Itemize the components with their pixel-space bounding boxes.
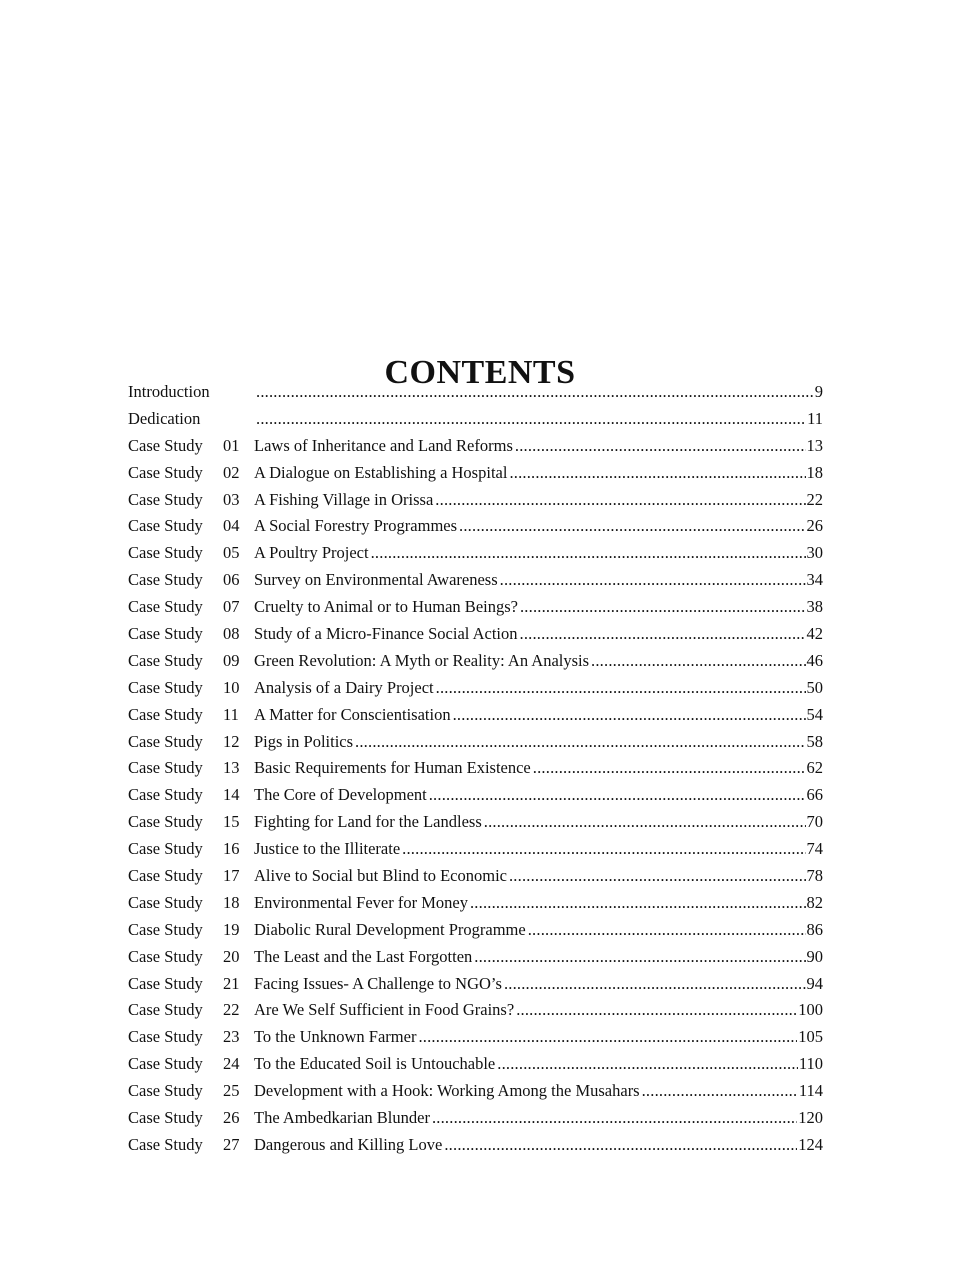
- toc-entry: [128, 836, 823, 863]
- toc-entry-number: 17: [223, 866, 240, 886]
- toc-entry-number: 23: [223, 1027, 240, 1047]
- toc-entry: [128, 809, 823, 836]
- toc-entry: [128, 971, 823, 998]
- toc-entry-label-text: Case Study: [128, 489, 203, 509]
- dot-leader: [515, 433, 806, 460]
- toc-entry-number: 06: [223, 570, 240, 590]
- toc-entry-page: 50: [806, 677, 823, 697]
- toc-entry-title: Are We Self Sufficient in Food Grains?: [254, 1000, 515, 1020]
- toc-entry-page: 94: [806, 973, 823, 993]
- toc-entry-title: Dangerous and Killing Love: [254, 1134, 443, 1154]
- toc-entry-number: [223, 406, 254, 433]
- toc-entry-label-text: Case Study: [128, 758, 203, 778]
- toc-entry-label-text: Case Study: [128, 435, 203, 455]
- toc-entry-page: 9: [814, 382, 823, 401]
- toc-entry-label-text: Case Study: [128, 892, 203, 912]
- toc-entry-page: 70: [806, 812, 823, 832]
- toc-entry: [128, 513, 823, 540]
- toc-entry-number: 18: [223, 892, 240, 912]
- toc-entry: [128, 648, 823, 675]
- toc-entry-label: [128, 917, 254, 944]
- toc-entry: [128, 944, 823, 971]
- toc-entry-label: [128, 567, 254, 594]
- toc-entry-label: [128, 594, 254, 621]
- toc-entry-label: [128, 433, 254, 460]
- toc-entry-page: 124: [798, 1134, 823, 1154]
- toc-entry-label-text: Case Study: [128, 462, 203, 482]
- toc-entry: [128, 487, 823, 514]
- toc-entry-label-text: Dedication: [128, 408, 201, 428]
- dot-leader: [591, 648, 805, 675]
- toc-entry-page: 18: [806, 462, 823, 482]
- toc-entry-label: [128, 1051, 254, 1078]
- toc-entry-title: Development with a Hook: Working Among the Musahars: [254, 1081, 640, 1101]
- toc-entry-label: [128, 863, 254, 890]
- toc-entry-title: Environmental Fever for Money: [254, 892, 468, 912]
- toc-entry-label-text: Case Study: [128, 1081, 203, 1101]
- toc-entry-number: 10: [223, 677, 240, 697]
- toc-entry-number: 04: [223, 516, 240, 536]
- toc-entry-page: 62: [806, 758, 823, 778]
- dot-leader: [418, 1024, 797, 1051]
- toc-entry-title: A Fishing Village in Orissa: [254, 489, 434, 509]
- toc-entry-label-text: Case Study: [128, 812, 203, 832]
- toc-entry-page: 66: [806, 785, 823, 805]
- toc-entry-title: Green Revolution: A Myth or Reality: An Analysis: [254, 650, 590, 670]
- toc-entry-title: A Poultry Project: [254, 543, 369, 563]
- toc-entry-page: 74: [806, 839, 823, 859]
- toc-entry: [128, 594, 823, 621]
- toc-entry-number: 20: [223, 946, 240, 966]
- toc-entry-page: 34: [806, 570, 823, 590]
- toc-entry-label-text: Case Study: [128, 570, 203, 590]
- page-title: CONTENTS: [384, 353, 576, 391]
- toc-entry-title: Study of a Micro-Finance Social Action: [254, 624, 518, 644]
- dot-leader: [459, 513, 805, 540]
- toc-entry-label-text: Case Study: [128, 919, 203, 939]
- toc-entry-title: Cruelty to Animal or to Human Beings?: [254, 597, 518, 617]
- toc-entry-label: [128, 1105, 254, 1132]
- toc-entry-label-text: Case Study: [128, 704, 203, 724]
- toc-entry-label-text: Case Study: [128, 866, 203, 886]
- toc-entry-page: 54: [806, 704, 823, 724]
- dot-leader: [520, 621, 806, 648]
- toc-entry: [128, 1078, 823, 1105]
- toc-entry-label: [128, 755, 254, 782]
- toc-entry-label: [128, 944, 254, 971]
- toc-entry-page: 120: [798, 1108, 823, 1128]
- dot-leader: [256, 406, 806, 433]
- dot-leader: [497, 1051, 798, 1078]
- toc-entry-number: 19: [223, 919, 240, 939]
- toc-entry: [128, 729, 823, 756]
- toc-entry-page: 100: [798, 1000, 823, 1020]
- dot-leader: [436, 675, 806, 702]
- toc-entry-label: [128, 1132, 254, 1159]
- toc-entry: [128, 1132, 823, 1159]
- toc-entry-label: [128, 702, 254, 729]
- toc-entry-label: [128, 406, 254, 433]
- dot-leader: [474, 944, 805, 971]
- toc-entry-title: The Core of Development: [254, 785, 427, 805]
- dot-leader: [520, 594, 806, 621]
- toc-entry: [128, 621, 823, 648]
- dot-leader: [432, 1105, 797, 1132]
- toc-entry: [128, 890, 823, 917]
- toc-entry-number: 02: [223, 462, 240, 482]
- toc-entry: [128, 567, 823, 594]
- toc-entry-label-text: Case Study: [128, 650, 203, 670]
- toc-entry-number: 01: [223, 435, 240, 455]
- toc-entry-page: 58: [806, 731, 823, 751]
- toc-entry-label: [128, 460, 254, 487]
- toc-entry: [128, 917, 823, 944]
- dot-leader: [504, 971, 806, 998]
- toc-entry-label: [128, 648, 254, 675]
- toc-entry-page: 114: [798, 1081, 823, 1101]
- dot-leader: [533, 755, 806, 782]
- toc-entry-number: 26: [223, 1108, 240, 1128]
- dot-leader: [429, 782, 806, 809]
- toc-entry-page: 78: [806, 866, 823, 886]
- toc-entry-label: [128, 379, 254, 406]
- toc-entry-label-text: Case Study: [128, 624, 203, 644]
- toc-entry-page: 13: [806, 435, 823, 455]
- toc-entry-number: [223, 379, 254, 406]
- toc-entry-label-text: Case Study: [128, 973, 203, 993]
- toc-entry-page: 46: [806, 650, 823, 670]
- toc-entry-label: [128, 621, 254, 648]
- toc-entry-label-text: Case Study: [128, 1134, 203, 1154]
- dot-leader: [516, 997, 797, 1024]
- toc-entry: [128, 863, 823, 890]
- toc-entry-title: A Matter for Conscientisation: [254, 704, 451, 724]
- toc-entry-page: 105: [798, 1027, 823, 1047]
- toc-entry-number: 16: [223, 839, 240, 859]
- toc-entry-label-text: Case Study: [128, 946, 203, 966]
- toc-entry-title: A Dialogue on Establishing a Hospital: [254, 462, 508, 482]
- toc-entry-page: 42: [806, 624, 823, 644]
- toc-entry-page: 30: [806, 543, 823, 563]
- toc-entry-title: Diabolic Rural Development Programme: [254, 919, 526, 939]
- toc-entry-title: Facing Issues- A Challenge to NGO’s: [254, 973, 502, 993]
- dot-leader: [528, 917, 806, 944]
- toc-entry-label: [128, 836, 254, 863]
- toc-entry-label-text: Case Study: [128, 597, 203, 617]
- dot-leader: [484, 809, 806, 836]
- toc-entry-number: 12: [223, 731, 240, 751]
- toc-entry-label: [128, 890, 254, 917]
- toc-entry-label-text: Case Study: [128, 1108, 203, 1128]
- toc-entry: [128, 379, 823, 406]
- toc-entry: [128, 540, 823, 567]
- toc-entry: [128, 675, 823, 702]
- toc-entry: [128, 997, 823, 1024]
- toc-entry-number: 03: [223, 489, 240, 509]
- toc-entry-number: 13: [223, 758, 240, 778]
- toc-entry-label: [128, 782, 254, 809]
- toc-entry-title: To the Educated Soil is Untouchable: [254, 1054, 496, 1074]
- dot-leader: [256, 379, 814, 406]
- toc-entry-title: Justice to the Illiterate: [254, 839, 401, 859]
- toc-entry-label: [128, 540, 254, 567]
- toc-entry: [128, 1051, 823, 1078]
- toc-entry: [128, 460, 823, 487]
- toc-entry: [128, 1105, 823, 1132]
- dot-leader: [453, 702, 806, 729]
- toc-entry-number: 07: [223, 597, 240, 617]
- toc-entry-number: 14: [223, 785, 240, 805]
- toc-entry-label-text: Case Study: [128, 516, 203, 536]
- toc-entry-page: 26: [806, 516, 823, 536]
- toc-entry-title: Fighting for Land for the Landless: [254, 812, 482, 832]
- toc-entry-title: A Social Forestry Programmes: [254, 516, 458, 536]
- toc-entry-label: [128, 729, 254, 756]
- toc-entry: [128, 755, 823, 782]
- toc-entry-title: The Ambedkarian Blunder: [254, 1108, 430, 1128]
- toc-entry-title: Pigs in Politics: [254, 731, 354, 751]
- toc-entry-label-text: Case Study: [128, 677, 203, 697]
- toc-entry: [128, 1024, 823, 1051]
- toc-entry-page: 22: [806, 489, 823, 509]
- toc-entry-label: [128, 1078, 254, 1105]
- toc-entry-title: To the Unknown Farmer: [254, 1027, 417, 1047]
- toc-entry-title: The Least and the Last Forgotten: [254, 946, 473, 966]
- toc-entry-label: [128, 997, 254, 1024]
- toc-entry-title: Analysis of a Dairy Project: [254, 677, 434, 697]
- toc-entry-label-text: Case Study: [128, 1054, 203, 1074]
- toc-entry: [128, 433, 823, 460]
- dot-leader: [402, 836, 805, 863]
- toc-entry-page: 11: [807, 408, 823, 428]
- toc-entry: [128, 702, 823, 729]
- dot-leader: [435, 487, 805, 514]
- toc-entry-number: 15: [223, 812, 240, 832]
- dot-leader: [355, 729, 805, 756]
- toc-entry-label: [128, 675, 254, 702]
- toc-entry-page: 110: [798, 1054, 823, 1074]
- toc-entry-number: 24: [223, 1054, 240, 1074]
- toc-entry-number: 08: [223, 624, 240, 644]
- toc-entry-title: Laws of Inheritance and Land Reforms: [254, 435, 513, 455]
- toc-entry-number: 09: [223, 650, 240, 670]
- toc-entry-label-text: Introduction: [128, 382, 210, 401]
- toc-entry-label-text: Case Study: [128, 839, 203, 859]
- toc-entry-label: [128, 1024, 254, 1051]
- toc-entry-label-text: Case Study: [128, 1027, 203, 1047]
- toc-entry-label: [128, 487, 254, 514]
- toc-entry-number: 21: [223, 973, 240, 993]
- toc-entry-label-text: Case Study: [128, 731, 203, 751]
- toc-entry-label-text: Case Study: [128, 785, 203, 805]
- table-of-contents: [128, 379, 823, 1159]
- toc-entry-number: 22: [223, 1000, 240, 1020]
- toc-entry-number: 05: [223, 543, 240, 563]
- toc-entry-label: [128, 513, 254, 540]
- toc-entry-label-text: Case Study: [128, 1000, 203, 1020]
- toc-entry-title: Basic Requirements for Human Existence: [254, 758, 531, 778]
- dot-leader: [500, 567, 806, 594]
- dot-leader: [642, 1078, 798, 1105]
- toc-entry-number: 27: [223, 1134, 240, 1154]
- toc-entry-title: Alive to Social but Blind to Economic: [254, 866, 507, 886]
- dot-leader: [509, 863, 806, 890]
- toc-entry-page: 90: [806, 946, 823, 966]
- dot-leader: [509, 460, 805, 487]
- toc-entry-label: [128, 809, 254, 836]
- toc-entry-page: 86: [806, 919, 823, 939]
- toc-entry-label-text: Case Study: [128, 543, 203, 563]
- toc-entry-page: 82: [806, 892, 823, 912]
- toc-entry-number: 11: [223, 704, 239, 724]
- toc-entry-label: [128, 971, 254, 998]
- dot-leader: [371, 540, 806, 567]
- dot-leader: [470, 890, 806, 917]
- toc-entry: [128, 406, 823, 433]
- toc-entry-number: 25: [223, 1081, 240, 1101]
- toc-entry: [128, 782, 823, 809]
- dot-leader: [444, 1132, 797, 1159]
- toc-entry-page: 38: [806, 597, 823, 617]
- toc-entry-title: Survey on Environmental Awareness: [254, 570, 498, 590]
